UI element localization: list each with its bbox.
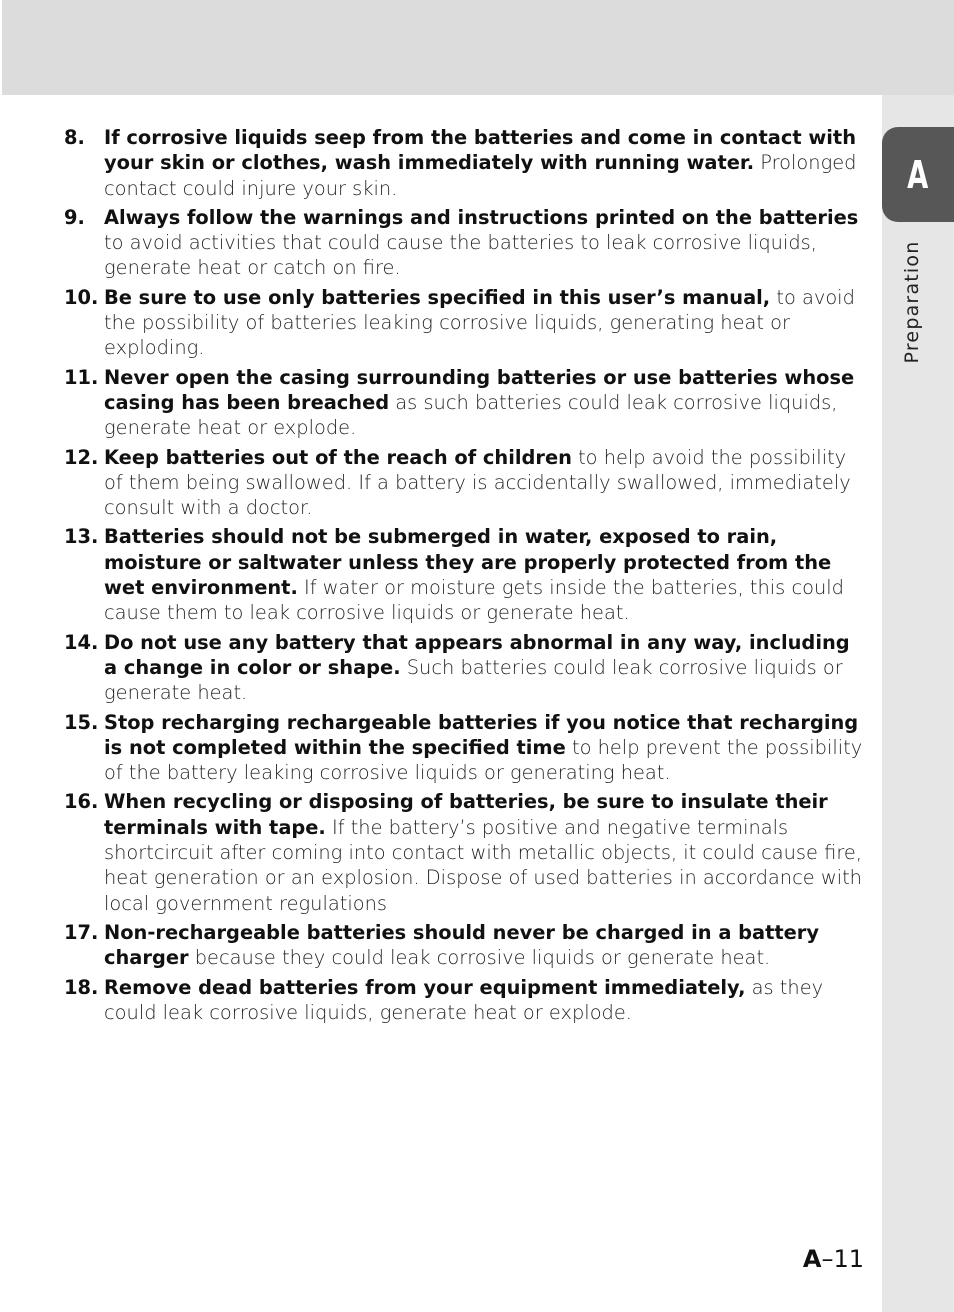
- section-label: Preparation: [901, 240, 923, 364]
- list-item: [64, 285, 864, 361]
- item-body-text: If the battery’s positive and negative terminals shortcircuit after coming into contact with metallic objects, it could cause fire, heat generation or an explosion. Dispose of used batteries in accordance with local government regulations: [104, 815, 862, 915]
- main-content: [64, 125, 864, 1029]
- list-item: [64, 205, 864, 281]
- item-number: 11.: [64, 365, 99, 389]
- item-body-text: as they could leak corrosive liquids, generate heat or explode.: [104, 975, 824, 1024]
- page-number: [803, 1245, 864, 1273]
- item-number: 16.: [64, 790, 99, 814]
- page-number-value: 11: [833, 1245, 864, 1273]
- item-text: [104, 285, 864, 361]
- item-bold-text: Non-rechargeable batteries should never be charged in a battery charger: [104, 920, 820, 970]
- item-number: 18.: [64, 975, 99, 999]
- section-tab: [882, 127, 954, 222]
- item-text: [104, 524, 864, 625]
- item-number: 13.: [64, 525, 99, 549]
- item-body-text: If water or moisture gets inside the batteries, this could cause them to leak corrosive liquids or generate heat.: [104, 576, 844, 625]
- item-bold-text: Batteries should not be submerged in water, exposed to rain, moisture or saltwater unless they are properly protected from the wet environment.: [104, 525, 832, 600]
- item-bold-text: Be sure to use only batteries specified in this user’s manual,: [104, 285, 771, 309]
- list-item: [64, 920, 864, 971]
- list-item: [64, 789, 864, 915]
- item-body-text: Such batteries could leak corrosive liquids or generate heat.: [104, 655, 843, 705]
- item-body-text: to avoid the possibility of batteries leaking corrosive liquids, generating heat or exploding.: [104, 285, 855, 360]
- list-item: [64, 710, 864, 786]
- list-item: [64, 975, 864, 1026]
- battery-warning-list: [64, 125, 864, 1025]
- item-bold-text: Always follow the warnings and instructions printed on the batteries: [104, 205, 859, 229]
- section-tab-letter: A: [907, 152, 929, 197]
- item-body-text: to help avoid the possibility of them being swallowed. If a battery is accidentally swallowed, immediately consult with a doctor.: [104, 445, 851, 520]
- item-number: 17.: [64, 920, 99, 944]
- list-item: [64, 445, 864, 521]
- list-item: [64, 365, 864, 441]
- item-number: 15.: [64, 710, 99, 734]
- item-bold-text: Remove dead batteries from your equipment immediately,: [104, 975, 746, 999]
- item-text: [104, 710, 864, 786]
- item-bold-text: Never open the casing surrounding batteries or use batteries whose casing has been breached: [104, 365, 855, 414]
- page-number-letter: A: [802, 1245, 822, 1273]
- item-number: 10.: [64, 285, 99, 309]
- item-number: 9.: [64, 205, 85, 229]
- list-item: [64, 630, 864, 706]
- item-body-text: to avoid activities that could cause the batteries to leak corrosive liquids, generate heat or catch on fire.: [104, 231, 817, 280]
- item-number: 8.: [64, 126, 85, 149]
- item-bold-text: Stop recharging rechargeable batteries if you notice that recharging is not completed within the specified time: [104, 710, 859, 759]
- item-text: [104, 125, 864, 201]
- item-bold-text: When recycling or disposing of batteries, be sure to insulate their terminals with tape.: [104, 790, 828, 839]
- item-text: [104, 920, 864, 971]
- item-bold-text: Keep batteries out of the reach of children: [104, 445, 572, 469]
- item-text: [104, 365, 864, 441]
- list-item: [64, 125, 864, 201]
- item-bold-text: Do not use any battery that appears abnormal in any way, including a change in color or shape.: [104, 630, 850, 679]
- list-item: [64, 524, 864, 625]
- item-body-text: as such batteries could leak corrosive liquids, generate heat or explode.: [104, 390, 838, 440]
- item-number: 12.: [64, 445, 99, 469]
- item-text: [104, 205, 864, 281]
- item-bold-text: If corrosive liquids seep from the batteries and come in contact with your skin or clothes, wash immediately with running water.: [104, 126, 856, 175]
- item-text: [104, 630, 864, 706]
- item-text: [104, 445, 864, 521]
- item-body-text: because they could leak corrosive liquids or generate heat.: [188, 946, 771, 970]
- header-band: [2, 0, 954, 95]
- item-text: [104, 789, 864, 915]
- item-body-text: to help prevent the possibility of the battery leaking corrosive liquids or generating heat.: [104, 735, 863, 785]
- item-number: 14.: [64, 630, 99, 654]
- item-body-text: Prolonged contact could injure your skin.: [104, 151, 857, 200]
- page-number-separator: –: [821, 1245, 834, 1273]
- item-text: [104, 975, 864, 1026]
